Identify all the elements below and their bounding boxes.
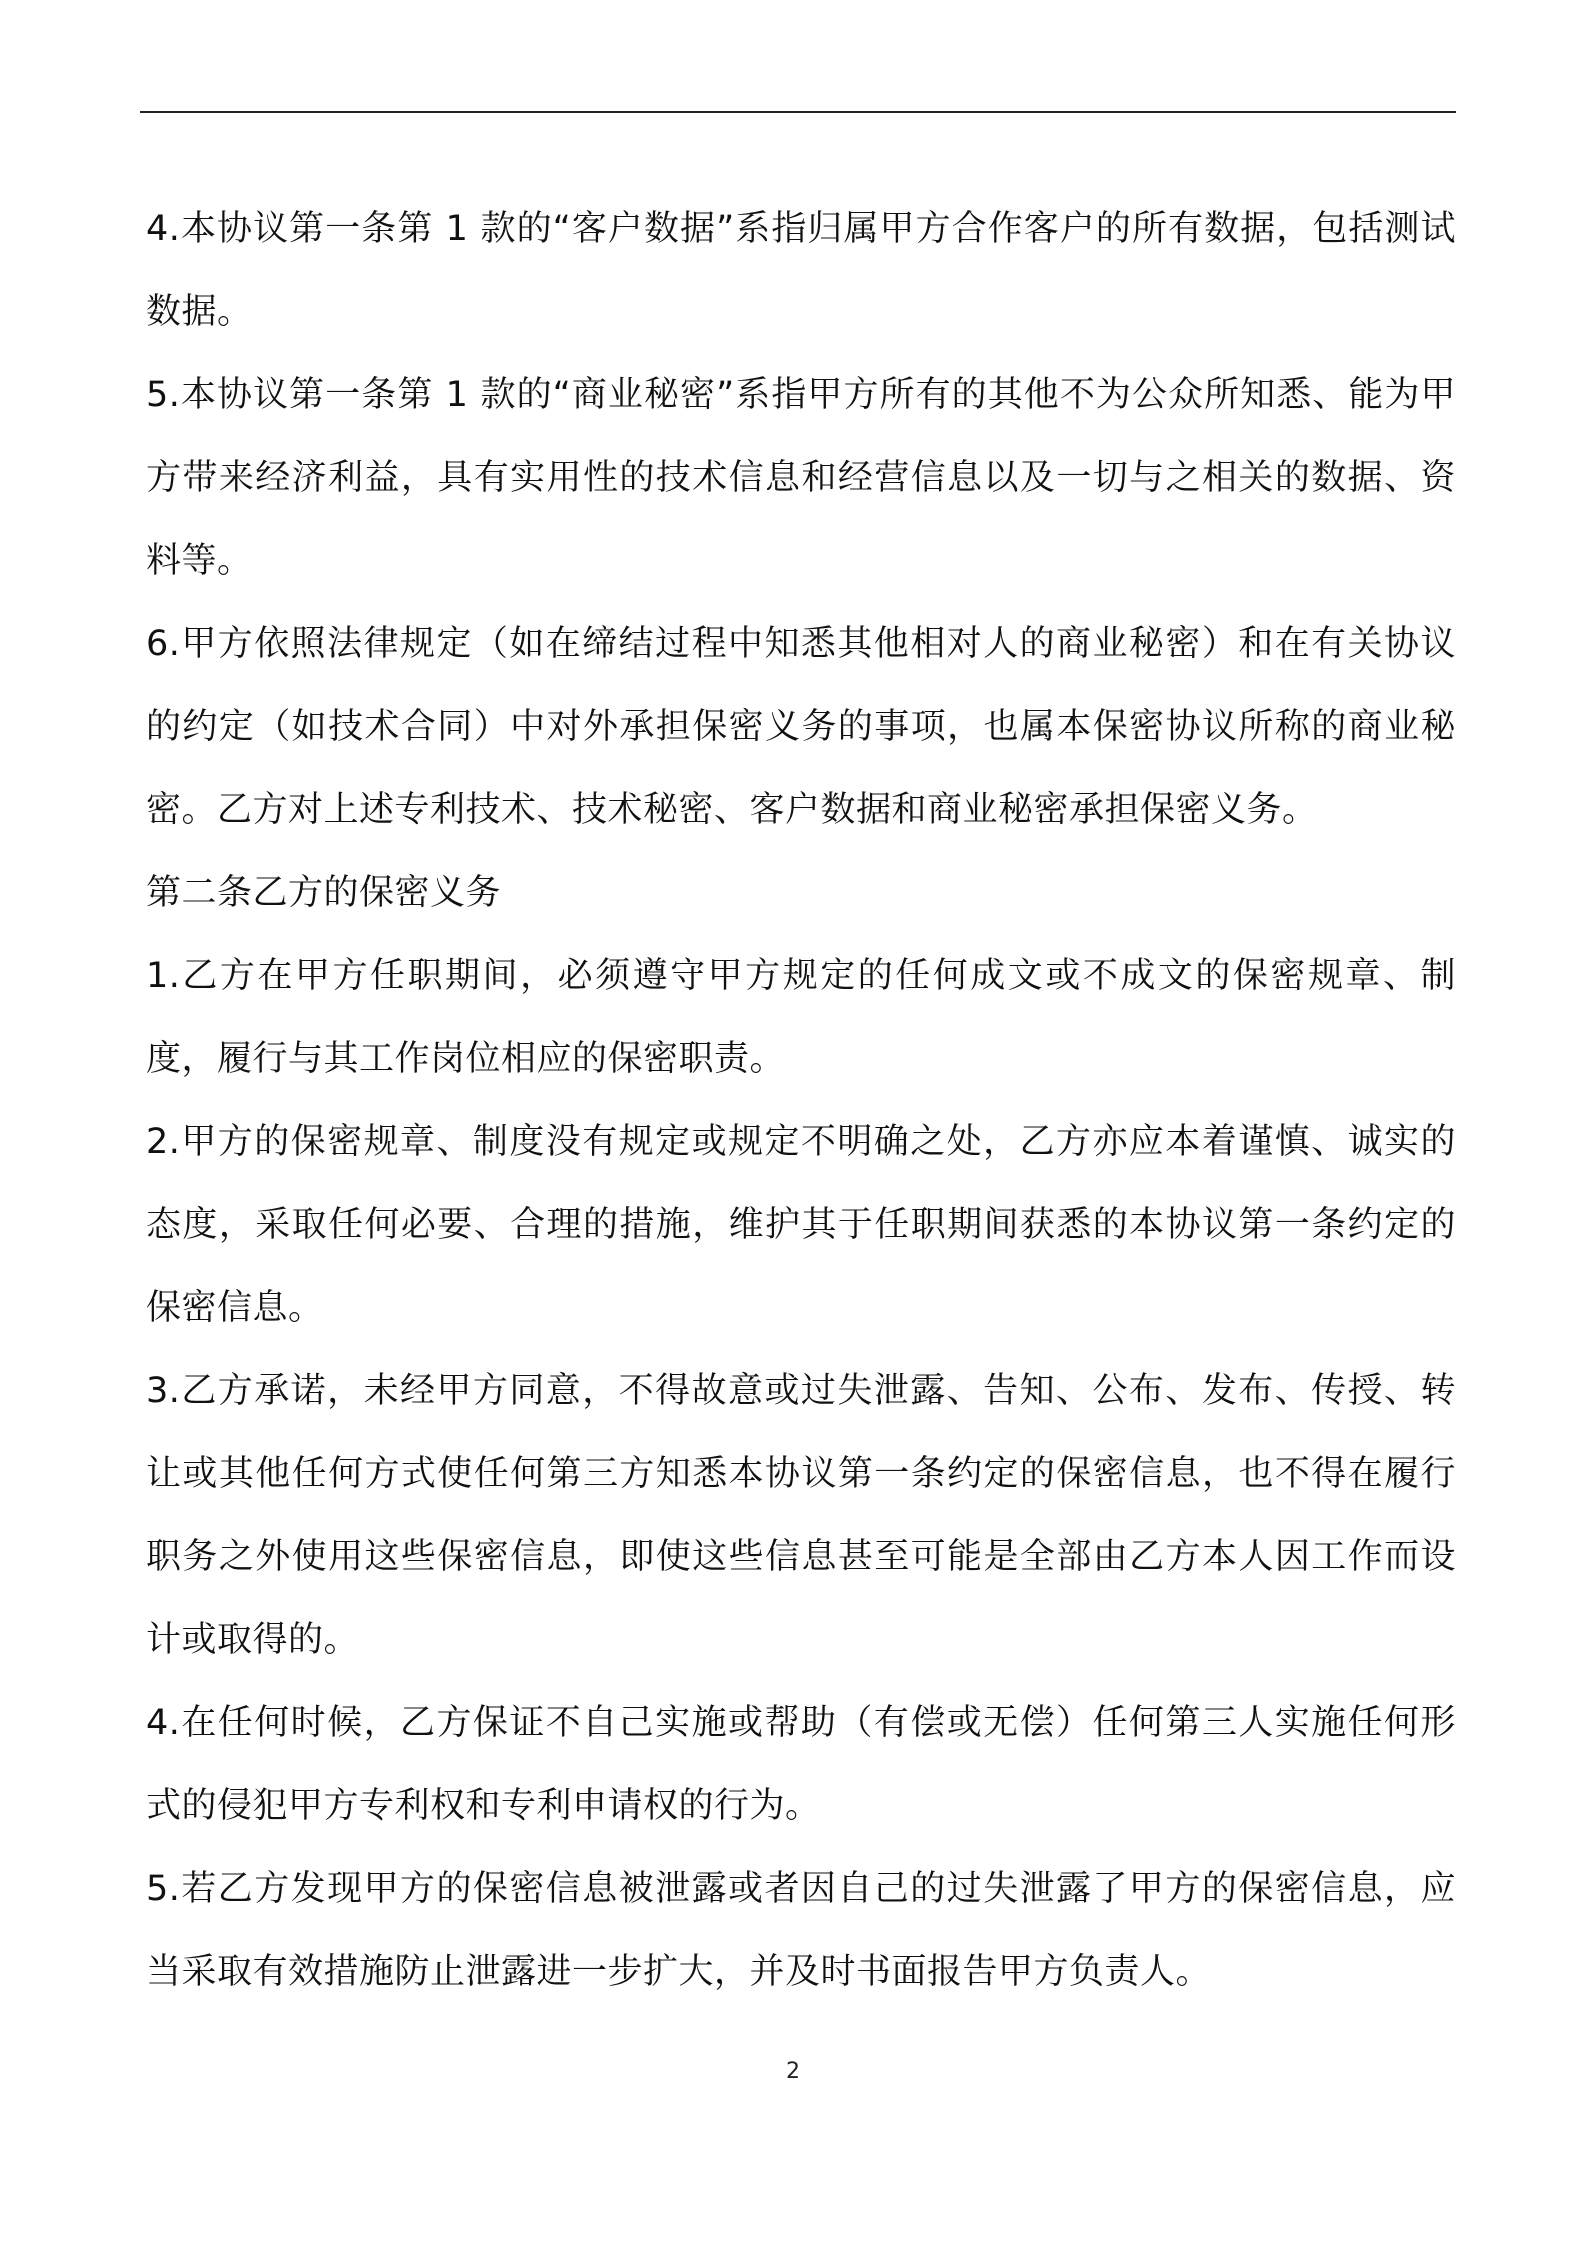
section-heading-article-2: 第二条乙方的保密义务 [146,873,502,913]
page-number: 2 [786,2059,800,2084]
clause-1-5: 5.本协议第一条第 1 款的“商业秘密”系指甲方所有的其他不为公众所知悉、能为甲方带来经济利益，具有实用性的技术信息和经营信息以及一切与之相关的数据、资料等。 [146,375,1456,581]
clause-2-5: 5.若乙方发现甲方的保密信息被泄露或者因自己的过失泄露了甲方的保密信息，应当采取有效措施防止泄露进一步扩大，并及时书面报告甲方负责人。 [146,1869,1456,1992]
header-rule [140,111,1456,113]
clause-2-3: 3.乙方承诺，未经甲方同意，不得故意或过失泄露、告知、公布、发布、传授、转让或其他任何方式使任何第三方知悉本协议第一条约定的保密信息，也不得在履行职务之外使用这些保密信息，即使这些信息甚至可能是全部由乙方本人因工作而设计或取得的。 [146,1371,1456,1660]
document-body [146,188,1456,2014]
clause-2-1: 1.乙方在甲方任职期间，必须遵守甲方规定的任何成文或不成文的保密规章、制度，履行与其工作岗位相应的保密职责。 [146,956,1456,1079]
clause-2-4: 4.在任何时候，乙方保证不自己实施或帮助（有偿或无偿）任何第三人实施任何形式的侵犯甲方专利权和专利申请权的行为。 [146,1703,1456,1826]
clause-1-4: 4.本协议第一条第 1 款的“客户数据”系指归属甲方合作客户的所有数据，包括测试数据。 [146,209,1456,332]
clause-2-2: 2.甲方的保密规章、制度没有规定或规定不明确之处，乙方亦应本着谨慎、诚实的态度，采取任何必要、合理的措施，维护其于任职期间获悉的本协议第一条约定的保密信息。 [146,1122,1456,1328]
clause-1-6: 6.甲方依照法律规定（如在缔结过程中知悉其他相对人的商业秘密）和在有关协议的约定（如技术合同）中对外承担保密义务的事项，也属本保密协议所称的商业秘密。乙方对上述专利技术、技术秘密、客户数据和商业秘密承担保密义务。 [146,624,1456,830]
